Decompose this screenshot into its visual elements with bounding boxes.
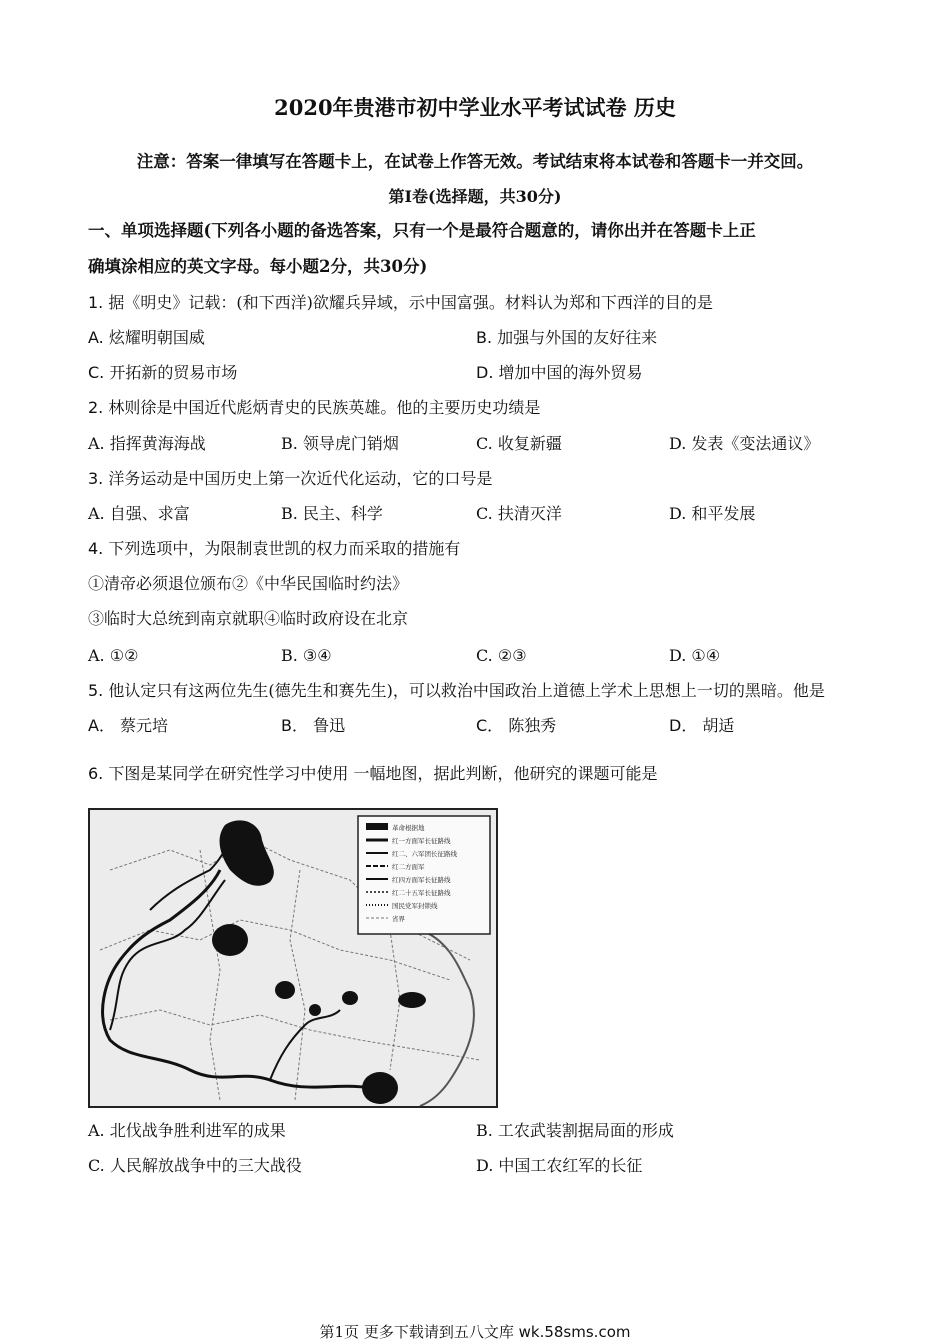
q1-option-c[interactable]: C. 开拓新的贸易市场 [88,363,238,382]
legend-item: 红一方面军长征路线 [392,837,451,845]
question-number: 2. [88,398,104,417]
q3-option-a[interactable]: A. 自强、求富 [88,504,190,523]
question-stem: 他认定只有这两位先生(德先生和赛先生)，可以救治中国政治上道德上学术上思想上一切的黑暗。他是 [108,681,825,700]
legend-item: 省界 [392,915,405,923]
question-stem: 下列选项中，为限制袁世凯的权力而采取的措施有 [108,539,461,558]
q6-option-b[interactable]: B. 工农武装割据局面的形成 [476,1121,674,1140]
q3-option-b[interactable]: B. 民主、科学 [281,504,383,523]
question-3 [88,468,492,490]
q5-option-c[interactable]: C． 陈独秀 [476,716,557,735]
question-number: 5. [88,681,104,700]
legend-item: 红二、六军团长征路线 [392,850,457,858]
long-march-map [88,808,498,1108]
q3-option-c[interactable]: C. 扶清灭洋 [476,504,562,523]
q5-option-a[interactable]: A． 蔡元培 [88,716,169,735]
page-footer [0,1321,950,1342]
map-graphic [90,810,496,1106]
q6-option-d[interactable]: D. 中国工农红军的长征 [476,1156,643,1175]
q5-option-d[interactable]: D． 胡适 [669,716,735,735]
q1-option-d[interactable]: D. 增加中国的海外贸易 [476,363,643,382]
map-legend [358,816,490,934]
question-number: 1. [88,293,104,312]
q1-option-b[interactable]: B. 加强与外国的友好往来 [476,328,658,347]
question-2 [88,397,540,419]
footer-link[interactable]: wk.58sms.com [518,1323,631,1341]
question-stem: 洋务运动是中国历史上第一次近代化运动，它的口号是 [108,469,493,488]
exam-notice: 注意：答案一律填写在答题卡上，在试卷上作答无效。考试结束将本试卷和答题卡一并交回。 [136,152,814,171]
legend-item: 国民党军封锁线 [392,902,438,910]
q4-option-a[interactable]: A. ①② [88,646,139,665]
q6-option-a[interactable]: A. 北伐战争胜利进军的成果 [88,1121,286,1140]
q3-option-d[interactable]: D. 和平发展 [669,504,756,523]
question-number: 6. [88,764,104,783]
question-stem: 下图是某同学在研究性学习中使用 一幅地图，据此判断，他研究的课题可能是 [108,764,658,783]
question-number: 4. [88,539,104,558]
question-6 [88,763,657,785]
q4-statement-2: ③临时大总统到南京就职④临时政府设在北京 [88,609,409,628]
question-4 [88,538,460,560]
part-heading: 第Ⅰ卷(选择题，共30分) [388,187,562,206]
question-1 [88,292,713,314]
question-stem: 据《明史》记载：(和下西洋)欲耀兵异域，示中国富强。材料认为郑和下西洋的目的是 [108,293,713,312]
legend-item: 红二十五军长征路线 [392,889,451,897]
q4-option-b[interactable]: B. ③④ [281,646,332,665]
q4-option-c[interactable]: C. ②③ [476,646,527,665]
q5-option-b[interactable]: B． 鲁迅 [281,716,346,735]
legend-item: 红四方面军长征路线 [392,876,451,884]
question-stem: 林则徐是中国近代彪炳青史的民族英雄。他的主要历史功绩是 [108,398,541,417]
q1-option-a[interactable]: A. 炫耀明朝国威 [88,328,205,347]
legend-item: 革命根据地 [392,824,425,832]
question-number: 3. [88,469,104,488]
legend-item: 红二方面军 [392,863,425,871]
q2-option-b[interactable]: B. 领导虎门销烟 [281,434,399,453]
question-5 [88,680,825,702]
q6-option-c[interactable]: C. 人民解放战争中的三大战役 [88,1156,302,1175]
q4-statement-1: ①清帝必须退位颁布②《中华民国临时约法》 [88,574,409,593]
page-title: 2020年贵港市初中学业水平考试试卷 历史 [274,95,676,120]
q2-option-c[interactable]: C. 收复新疆 [476,434,562,453]
q4-option-d[interactable]: D. ①④ [669,646,721,665]
q2-option-a[interactable]: A. 指挥黄海海战 [88,434,206,453]
section-heading-line1: 一、单项选择题(下列各小题的备选答案，只有一个是最符合题意的，请你出并在答题卡上正 [88,221,756,240]
footer-text: 第1页 更多下载请到五八文库 [319,1323,514,1341]
q2-option-d[interactable]: D. 发表《变法通议》 [669,434,820,453]
section-heading-line2: 确填涂相应的英文字母。每小题2分，共30分) [88,257,428,276]
